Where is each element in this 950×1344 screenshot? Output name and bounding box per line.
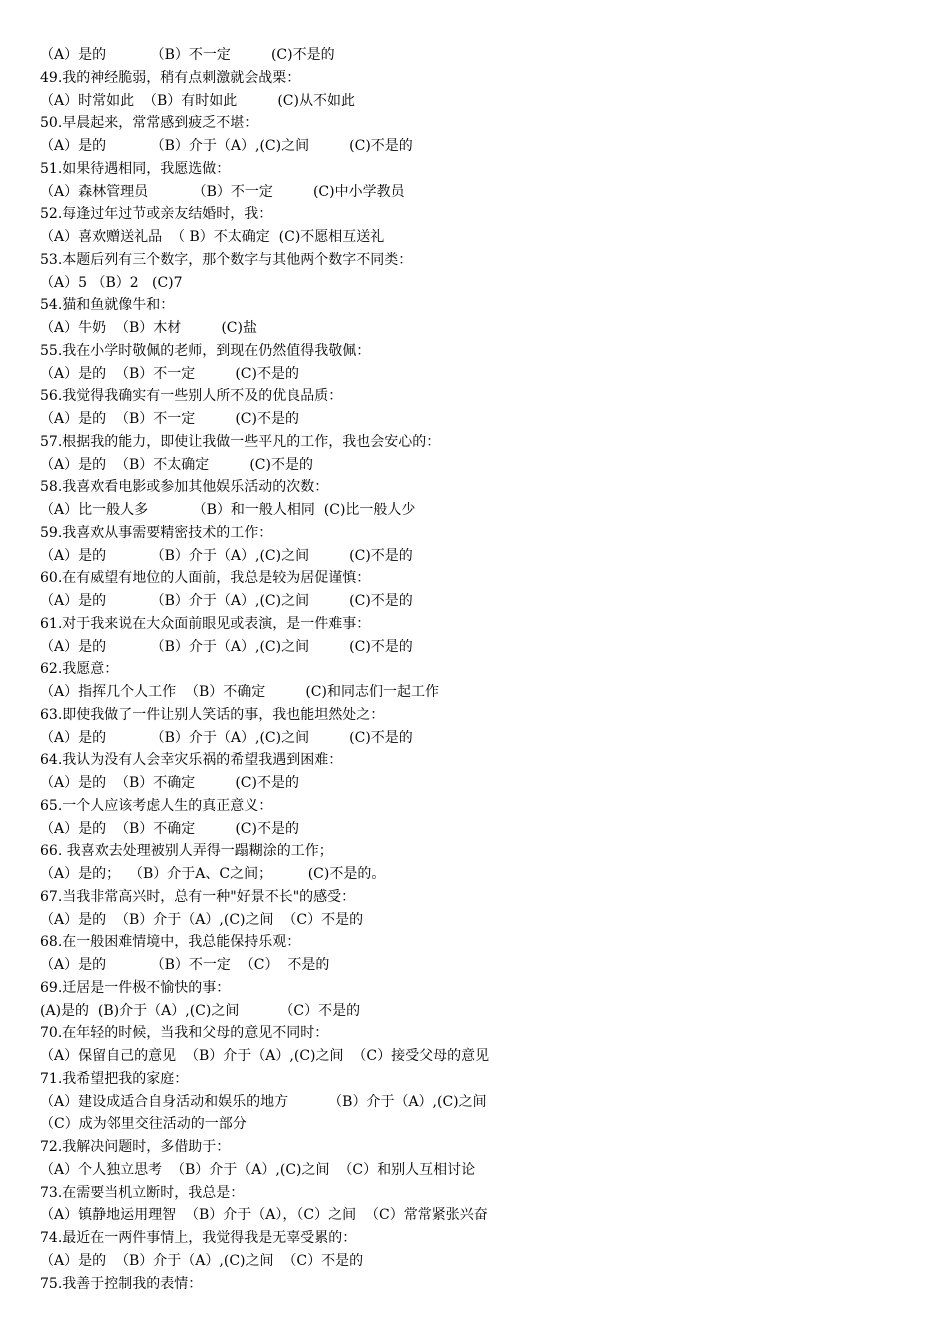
question-line: 62.我愿意： (40, 661, 119, 678)
question-line: 59.我喜欢从事需要精密技术的工作： (40, 524, 273, 541)
option-line: （A）指挥几个人工作 （B）不确定 (C)和同志们一起工作 (40, 684, 439, 700)
option-line: （A）比一般人多 （B）和一般人相同 (C)比一般人少 (40, 502, 416, 518)
question-line: 64.我认为没有人会幸灾乐祸的希望我遇到困难： (40, 752, 343, 769)
question-line: 69.迁居是一件极不愉快的事： (40, 979, 231, 996)
option-line: （A）个人独立思考 （B）介于（A）,(C)之间 （C）和别人互相讨论 (40, 1161, 476, 1178)
question-line: 68.在一般困难情境中，我总能保持乐观： (40, 934, 301, 951)
option-line: （A）是的 （B）介于（A）,(C)之间 (C)不是的 (40, 547, 413, 564)
question-line: 71.我希望把我的家庭： (40, 1070, 189, 1087)
option-line: （A）建设成适合自身活动和娱乐的地方 （B）介于（A）,(C)之间 (40, 1093, 487, 1110)
option-line: （A）是的 （B）介于（A）,(C)之间 (C)不是的 (40, 729, 413, 746)
question-line: 55.我在小学时敬佩的老师，到现在仍然值得我敬佩： (40, 342, 371, 359)
option-line: （A）喜欢赠送礼品 （ B）不太确定 (C)不愿相互送礼 (40, 229, 385, 245)
option-line: （A）是的 （B）介于（A）,(C)之间 (C)不是的 (40, 638, 413, 655)
question-line: 70.在年轻的时候，当我和父母的意见不同时： (40, 1025, 329, 1042)
option-line: （A）5 （B）2 (C)7 (40, 274, 183, 291)
option-line: （A）是的 （B）介于（A）,(C)之间 (C)不是的 (40, 138, 413, 154)
option-line: (A)是的 (B)介于（A）,(C)之间 （C）不是的 (40, 1002, 361, 1019)
question-line: 72.我解决问题时，多借助于： (40, 1139, 231, 1155)
option-line: （A）是的 （B）不确定 (C)不是的 (40, 775, 299, 791)
question-line: 65.一个人应该考虑人生的真正意义： (40, 797, 273, 814)
question-line: 56.我觉得我确实有一些别人所不及的优良品质： (40, 388, 343, 405)
option-line: （A）是的 （B）不一定 (C)不是的 (40, 411, 299, 427)
option-line: （C）成为邻里交往活动的一部分 (40, 1116, 247, 1133)
option-line: （A）时常如此 （B）有时如此 (C)从不如此 (40, 92, 355, 109)
question-line: 58.我喜欢看电影或参加其他娱乐活动的次数： (40, 479, 329, 496)
question-line: 67.当我非常高兴时，总有一种"好景不长"的感受： (40, 888, 356, 905)
question-line: 75.我善于控制我的表情： (40, 1275, 203, 1292)
option-line: （A）是的 （B）介于（A）,(C)之间 (C)不是的 (40, 593, 413, 609)
option-line: （A）是的 （B）介于（A）,(C)之间 （C）不是的 (40, 1252, 364, 1269)
question-line: 50.早晨起来，常常感到疲乏不堪： (40, 115, 259, 132)
question-line: 49.我的神经脆弱，稍有点刺激就会战栗： (40, 69, 301, 86)
option-line: （A）是的 （B）不一定 （C） 不是的 (40, 957, 330, 973)
option-line: （A）牛奶 （B）木材 (C)盐 (40, 320, 257, 336)
question-line: 54.猫和鱼就像牛和： (40, 297, 175, 314)
question-line: 74.最近在一两件事情上，我觉得我是无辜受累的： (40, 1230, 357, 1246)
option-line: （A）是的 （B）不太确定 (C)不是的 (40, 456, 313, 473)
question-line: 73.在需要当机立断时，我总是： (40, 1184, 245, 1201)
option-line: （A）是的 （B）介于（A）,(C)之间 （C）不是的 (40, 911, 364, 928)
option-line: （A）是的 （B）不一定 (C)不是的 (40, 47, 335, 63)
option-line: （A）森林管理员 （B）不一定 (C)中小学教员 (40, 183, 405, 200)
question-line: 60.在有威望有地位的人面前，我总是较为居促谨慎： (40, 570, 371, 587)
question-line: 52.每逢过年过节或亲友结婚时，我： (40, 206, 273, 223)
question-line: 63.即使我做了一件让别人笑话的事，我也能坦然处之： (40, 706, 385, 723)
option-line: （A）保留自己的意见 （B）介于（A）,(C)之间 （C）接受父母的意见 (40, 1048, 490, 1064)
option-line: （A）是的 （B）不一定 (C)不是的 (40, 365, 299, 382)
document-page (40, 44, 920, 1295)
question-line: 61.对于我来说在大众面前眼见或表演，是一件难事： (40, 615, 371, 632)
question-line: 51.如果待遇相同，我愿选做： (40, 160, 231, 177)
option-line: （A）是的 （B）不确定 (C)不是的 (40, 820, 299, 837)
question-line: 53.本题后列有三个数字，那个数字与其他两个数字不同类： (40, 251, 413, 268)
option-line: （A）是的； （B）介于A、C之间； (C)不是的。 (40, 866, 386, 882)
option-line: （A）镇静地运用理智 （B）介于（A），（C）之间 （C）常常紧张兴奋 (40, 1207, 488, 1224)
question-line: 66. 我喜欢去处理被别人弄得一蹋糊涂的工作； (40, 843, 333, 860)
question-line: 57.根据我的能力，即使让我做一些平凡的工作，我也会安心的： (40, 433, 441, 450)
